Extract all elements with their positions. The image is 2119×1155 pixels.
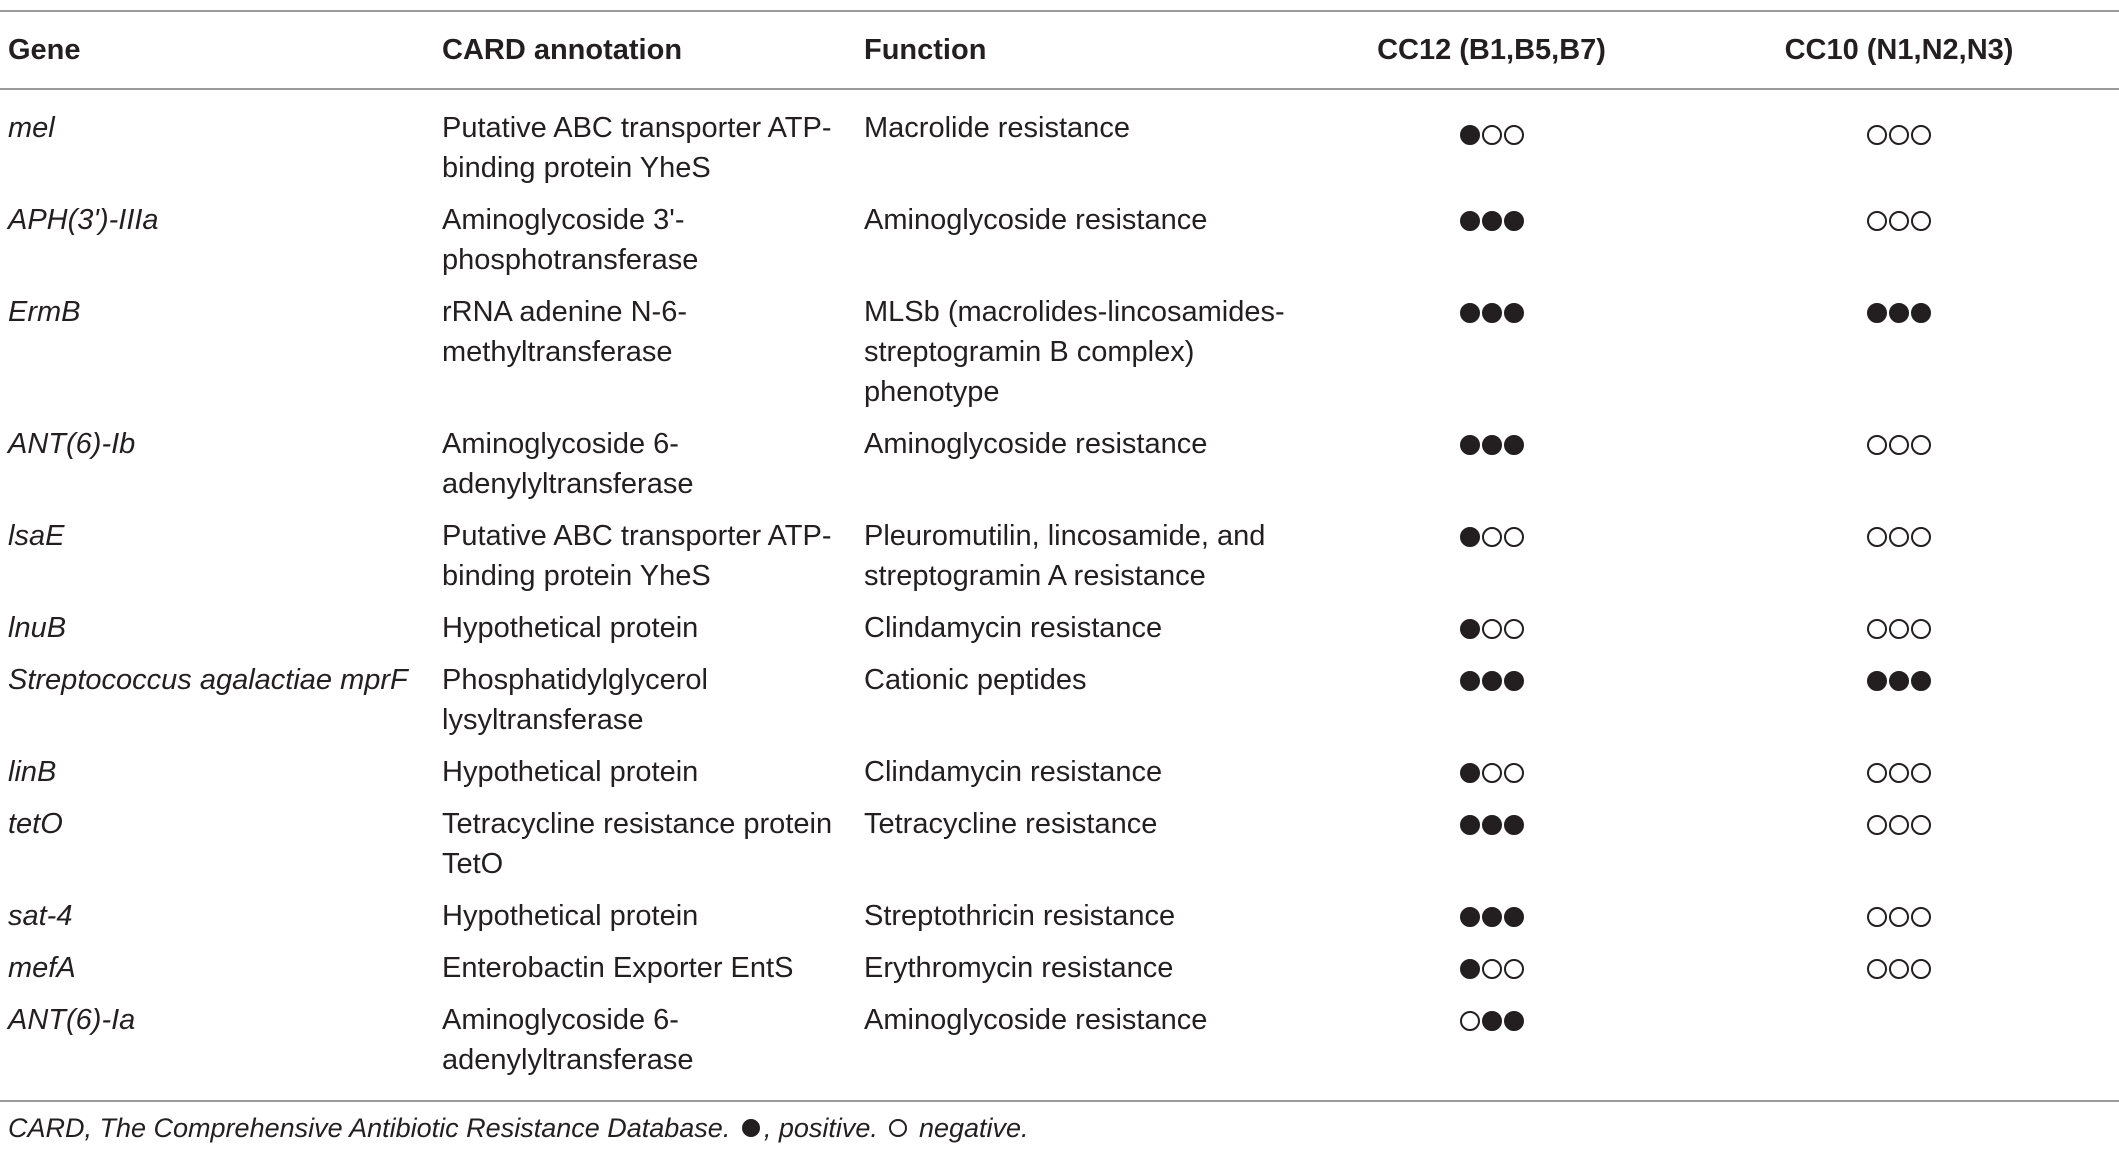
negative-circle-icon [1911, 211, 1931, 231]
footnote-positive: , positive. [763, 1113, 878, 1143]
header-gene: Gene [8, 33, 81, 66]
function-cell: Pleuromutilin, lincosamide, and streptogramin A resistance [864, 520, 1266, 592]
function-cell: Tetracycline resistance [864, 808, 1158, 840]
positive-circle-icon [1504, 435, 1524, 455]
header-function: Function [864, 33, 987, 66]
negative-circle-icon [1911, 619, 1931, 639]
cc10-result-dots [1866, 948, 1932, 978]
card-annotation-cell: Aminoglycoside 3'-phosphotransferase [442, 204, 699, 276]
cc12-result-dots [1459, 896, 1525, 926]
table-row [0, 200, 2119, 292]
card-annotation-cell: Phosphatidylglycerol lysyltransferase [442, 664, 708, 736]
negative-circle-icon [1889, 763, 1909, 783]
table-row [0, 804, 2119, 896]
cc12-result-dots [1459, 804, 1525, 834]
negative-circle-icon [1889, 907, 1909, 927]
positive-circle-icon [1460, 959, 1480, 979]
positive-circle-icon [1889, 303, 1909, 323]
cc12-result-cell [1304, 516, 1679, 608]
positive-circle-icon [1482, 435, 1502, 455]
cc12-result-dots [1459, 114, 1525, 144]
table-row [0, 752, 2119, 804]
negative-circle-icon [1482, 527, 1502, 547]
cc12-result-cell [1304, 1000, 1679, 1092]
table-row [0, 88, 2119, 200]
positive-circle-icon [1460, 435, 1480, 455]
cc10-result-dots [1866, 608, 1932, 638]
cc10-result-dots [1866, 660, 1932, 690]
cc10-result-dots [1866, 114, 1932, 144]
table-row [0, 516, 2119, 608]
negative-circle-icon [1482, 763, 1502, 783]
positive-circle-icon [1460, 303, 1480, 323]
gene-cell: mefA [8, 952, 76, 984]
cc10-result-cell [1679, 660, 2119, 752]
function-cell: Aminoglycoside resistance [864, 1004, 1208, 1036]
gene-cell: Streptococcus agalactiae mprF [8, 664, 408, 696]
negative-circle-icon [1867, 125, 1887, 145]
empty-circle-icon [889, 1119, 907, 1137]
negative-circle-icon [1911, 907, 1931, 927]
cc12-result-cell [1304, 608, 1679, 660]
positive-circle-icon [1460, 211, 1480, 231]
card-annotation-cell: Hypothetical protein [442, 900, 699, 932]
cc12-result-dots [1459, 200, 1525, 230]
negative-circle-icon [1504, 763, 1524, 783]
cc10-result-cell [1679, 804, 2119, 896]
negative-circle-icon [1504, 125, 1524, 145]
table-row [0, 292, 2119, 424]
table-row [0, 424, 2119, 516]
negative-circle-icon [1867, 763, 1887, 783]
table-row [0, 1000, 2119, 1092]
positive-circle-icon [1460, 763, 1480, 783]
gene-cell: lsaE [8, 520, 65, 552]
cc10-result-dots [1866, 424, 1932, 454]
card-annotation-cell: Hypothetical protein [442, 756, 699, 788]
cc10-result-dots [1866, 200, 1932, 230]
cc12-result-dots [1459, 752, 1525, 782]
gene-cell: ErmB [8, 296, 81, 328]
cc12-result-dots [1459, 516, 1525, 546]
positive-circle-icon [1889, 671, 1909, 691]
cc10-result-cell [1679, 896, 2119, 948]
negative-circle-icon [1911, 959, 1931, 979]
negative-circle-icon [1482, 619, 1502, 639]
positive-circle-icon [1482, 211, 1502, 231]
filled-circle-icon [742, 1119, 760, 1137]
positive-circle-icon [1460, 907, 1480, 927]
cc10-result-cell [1679, 292, 2119, 424]
cc10-result-cell [1679, 88, 2119, 200]
cc12-result-dots [1459, 660, 1525, 690]
positive-circle-icon [1482, 907, 1502, 927]
negative-circle-icon [1889, 125, 1909, 145]
positive-circle-icon [1482, 815, 1502, 835]
header-row [0, 12, 2119, 88]
function-cell: Streptothricin resistance [864, 900, 1176, 932]
card-annotation-cell: Putative ABC transporter ATP-binding protein YheS [442, 112, 832, 184]
table-footnote [8, 1113, 1029, 1144]
cc12-result-dots [1459, 424, 1525, 454]
negative-circle-icon [1867, 907, 1887, 927]
negative-circle-icon [1889, 959, 1909, 979]
negative-circle-icon [1911, 815, 1931, 835]
negative-circle-icon [1867, 435, 1887, 455]
gene-cell: ANT(6)-Ib [8, 428, 136, 460]
cc10-result-dots [1866, 516, 1932, 546]
cc10-result-dots [1866, 292, 1932, 322]
negative-circle-icon [1867, 959, 1887, 979]
gene-cell: tetO [8, 808, 63, 840]
negative-circle-icon [1867, 619, 1887, 639]
cc12-result-dots [1459, 608, 1525, 638]
function-cell: Clindamycin resistance [864, 612, 1163, 644]
card-annotation-cell: Enterobactin Exporter EntS [442, 952, 794, 984]
cc12-result-dots [1459, 1000, 1525, 1030]
gene-cell: APH(3')-IIIa [8, 204, 159, 236]
cc12-result-cell [1304, 948, 1679, 1000]
positive-circle-icon [1482, 303, 1502, 323]
cc10-result-dots [1866, 752, 1932, 782]
header-cc12: CC12 (B1,B5,B7) [1377, 33, 1606, 66]
function-cell: Clindamycin resistance [864, 756, 1163, 788]
card-annotation-cell: Hypothetical protein [442, 612, 699, 644]
negative-circle-icon [1911, 527, 1931, 547]
negative-circle-icon [1889, 815, 1909, 835]
header-card-annotation: CARD annotation [442, 33, 683, 66]
cc12-result-cell [1304, 88, 1679, 200]
cc12-result-cell [1304, 752, 1679, 804]
footnote-text: CARD, The Comprehensive Antibiotic Resistance Database. [8, 1113, 731, 1143]
gene-cell: lnuB [8, 612, 67, 644]
cc10-result-dots [1866, 804, 1932, 834]
positive-circle-icon [1460, 125, 1480, 145]
cc12-result-dots [1459, 948, 1525, 978]
negative-circle-icon [1911, 763, 1931, 783]
function-cell: Cationic peptides [864, 664, 1087, 696]
cc10-result-cell [1679, 424, 2119, 516]
gene-cell: ANT(6)-Ia [8, 1004, 136, 1036]
positive-circle-icon [1482, 1011, 1502, 1031]
footnote-negative: negative. [911, 1113, 1029, 1143]
table-row [0, 896, 2119, 948]
positive-circle-icon [1911, 303, 1931, 323]
positive-circle-icon [1504, 815, 1524, 835]
negative-circle-icon [1460, 1011, 1480, 1031]
header-cc10: CC10 (N1,N2,N3) [1784, 33, 2014, 66]
cc12-result-cell [1304, 200, 1679, 292]
cc12-result-cell [1304, 292, 1679, 424]
cc10-result-cell [1679, 752, 2119, 804]
negative-circle-icon [1889, 619, 1909, 639]
negative-circle-icon [1867, 527, 1887, 547]
bottom-rule [0, 1100, 2119, 1102]
resistance-gene-table [0, 12, 2119, 1092]
negative-circle-icon [1504, 619, 1524, 639]
positive-circle-icon [1460, 815, 1480, 835]
card-annotation-cell: Putative ABC transporter ATP-binding protein YheS [442, 520, 832, 592]
negative-circle-icon [1504, 527, 1524, 547]
positive-circle-icon [1504, 303, 1524, 323]
gene-cell: mel [8, 112, 55, 144]
function-cell: Macrolide resistance [864, 112, 1130, 144]
cc12-result-cell [1304, 660, 1679, 752]
cc12-result-dots [1459, 292, 1525, 322]
card-annotation-cell: Tetracycline resistance protein TetO [442, 808, 833, 880]
positive-circle-icon [1482, 671, 1502, 691]
positive-circle-icon [1867, 303, 1887, 323]
negative-circle-icon [1889, 527, 1909, 547]
negative-circle-icon [1867, 815, 1887, 835]
table-body [0, 88, 2119, 1092]
cc10-result-dots [1866, 896, 1932, 926]
negative-circle-icon [1911, 435, 1931, 455]
table-row [0, 608, 2119, 660]
positive-circle-icon [1504, 211, 1524, 231]
card-annotation-cell: rRNA adenine N-6-methyltransferase [442, 296, 687, 368]
cc10-result-cell [1679, 200, 2119, 292]
negative-circle-icon [1482, 125, 1502, 145]
cc10-result-cell [1679, 608, 2119, 660]
gene-cell: sat-4 [8, 900, 73, 932]
cc12-result-cell [1304, 424, 1679, 516]
negative-circle-icon [1482, 959, 1502, 979]
negative-circle-icon [1889, 211, 1909, 231]
function-cell: Aminoglycoside resistance [864, 204, 1208, 236]
cc12-result-cell [1304, 896, 1679, 948]
positive-circle-icon [1911, 671, 1931, 691]
negative-circle-icon [1911, 125, 1931, 145]
cc12-result-cell [1304, 804, 1679, 896]
function-cell: MLSb (macrolides-lincosamides-streptogramin B complex) phenotype [864, 296, 1285, 408]
positive-circle-icon [1460, 671, 1480, 691]
function-cell: Erythromycin resistance [864, 952, 1174, 984]
positive-circle-icon [1460, 619, 1480, 639]
positive-circle-icon [1504, 671, 1524, 691]
negative-circle-icon [1867, 211, 1887, 231]
card-annotation-cell: Aminoglycoside 6-adenylyltransferase [442, 1004, 694, 1076]
cc10-result-cell [1679, 516, 2119, 608]
positive-circle-icon [1867, 671, 1887, 691]
positive-circle-icon [1504, 907, 1524, 927]
card-annotation-cell: Aminoglycoside 6-adenylyltransferase [442, 428, 694, 500]
table-row [0, 948, 2119, 1000]
cc10-result-cell [1679, 948, 2119, 1000]
negative-circle-icon [1504, 959, 1524, 979]
positive-circle-icon [1460, 527, 1480, 547]
positive-circle-icon [1504, 1011, 1524, 1031]
gene-cell: linB [8, 756, 57, 788]
negative-circle-icon [1889, 435, 1909, 455]
cc10-result-cell [1679, 1000, 2119, 1092]
function-cell: Aminoglycoside resistance [864, 428, 1208, 460]
table-row [0, 660, 2119, 752]
